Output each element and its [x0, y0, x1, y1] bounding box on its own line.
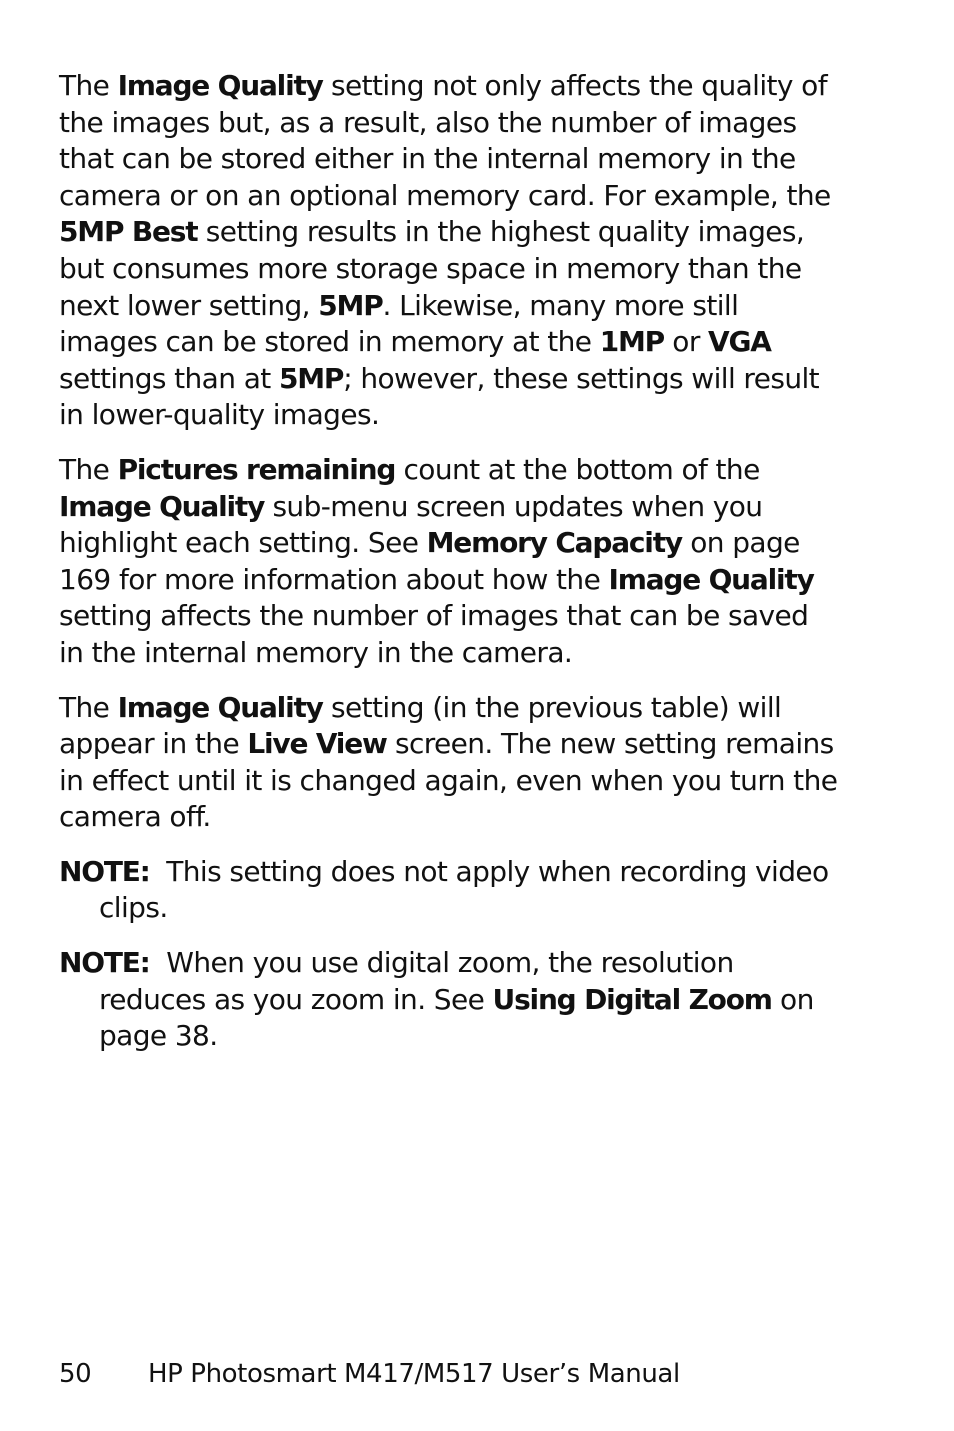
bold-term: Pictures remaining — [117, 452, 396, 486]
paragraph-image-quality-intro — [59, 68, 839, 434]
text-segment: ; however, these settings will result in lower-quality images. — [59, 361, 820, 432]
text-segment: sub-menu screen updates when you highlight each setting. See — [59, 489, 763, 560]
bold-term: Live View — [247, 727, 387, 761]
manual-title: HP Photosmart M417/M517 User’s Manual — [148, 1359, 680, 1389]
page-body — [59, 68, 839, 1073]
text-segment: setting affects the number of images that can be saved in the internal memory in the camera. — [59, 599, 809, 669]
text-segment: on page 38. — [99, 982, 814, 1053]
bold-term: 5MP — [278, 361, 344, 395]
text-segment: setting not only affects the quality of the images but, as a result, also the number of images that can be stored either in the internal memory in the camera or on an optional memory card. For example, the — [59, 69, 831, 212]
text-segment: on page 169 for more information about how the — [59, 526, 800, 596]
note-digital-zoom — [59, 945, 839, 1055]
text-segment: settings than at — [59, 361, 279, 395]
bold-term: 5MP Best — [59, 215, 198, 249]
text-segment: When you use digital zoom, the resolution reduces as you zoom in. See — [99, 946, 734, 1016]
bold-term: Image Quality — [608, 562, 814, 596]
bold-term: Image Quality — [117, 69, 323, 102]
note-label: NOTE: — [59, 946, 150, 980]
note-label: NOTE: — [59, 854, 150, 888]
bold-term: 5MP — [318, 288, 383, 322]
bold-term: 1MP — [599, 325, 664, 359]
page-number: 50 — [59, 1359, 92, 1389]
bold-term: VGA — [708, 325, 771, 359]
text-segment: This setting does not apply when recording video clips. — [99, 854, 829, 925]
page-footer — [59, 1356, 680, 1392]
text-segment: The — [59, 69, 118, 102]
text-segment: The — [59, 452, 118, 486]
text-segment: . Likewise, many more still images can be stored in memory at the — [59, 288, 739, 359]
bold-term: Using Digital Zoom — [492, 982, 772, 1016]
paragraph-live-view — [59, 690, 839, 836]
text-segment: setting results in the highest quality images, but consumes more storage space in memory than the next lower setting, — [59, 215, 805, 322]
text-segment: screen. The new setting remains in effect until it is changed again, even when you turn the camera off. — [59, 727, 838, 834]
text-segment: setting (in the previous table) will appear in the — [59, 690, 782, 761]
text-segment: or — [663, 325, 709, 359]
paragraph-pictures-remaining — [59, 452, 839, 672]
note-video-clips — [59, 854, 839, 927]
bold-term: Memory Capacity — [426, 526, 682, 560]
text-segment: The — [59, 690, 118, 724]
bold-term: Image Quality — [59, 489, 265, 523]
text-segment: count at the bottom of the — [395, 452, 760, 486]
bold-term: Image Quality — [117, 690, 323, 724]
